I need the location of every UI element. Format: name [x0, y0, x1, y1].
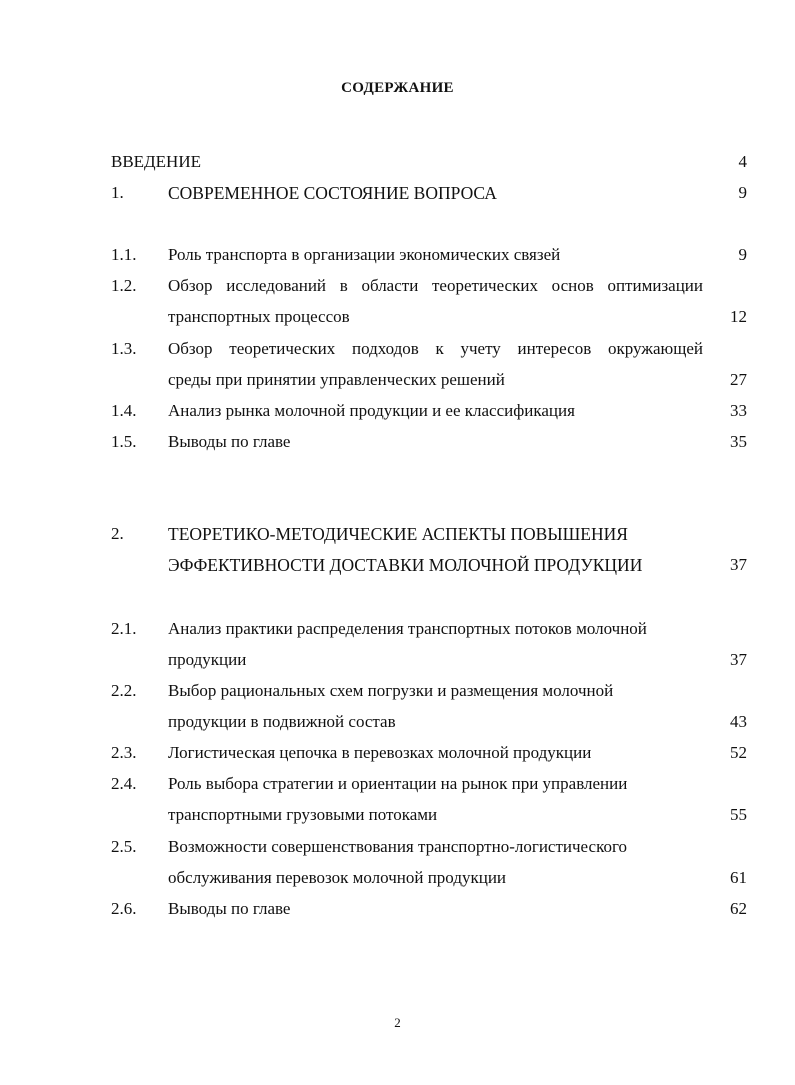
toc-entry-text: СОВРЕМЕННОЕ СОСТОЯНИЕ ВОПРОСА — [168, 183, 497, 203]
toc-page-number: 9 — [738, 245, 747, 264]
toc-entry-text: Роль транспорта в организации экономических связей — [168, 245, 561, 264]
toc-entry-text: Обзор теоретических подходов к учету интересов окружающей — [168, 339, 703, 358]
toc-entry-text: транспортными грузовыми потоками — [168, 805, 438, 824]
toc-page-number: 33 — [730, 401, 747, 420]
toc-number: 2.2. — [111, 681, 137, 700]
toc-section-1-3[interactable] — [0, 337, 795, 361]
toc-section-2-5-cont[interactable] — [0, 866, 795, 890]
toc-number: 2.5. — [111, 837, 137, 856]
toc-number: 2.4. — [111, 774, 137, 793]
toc-section-2-4[interactable] — [0, 772, 795, 796]
toc-number: 2.3. — [111, 743, 137, 762]
toc-page-number: 43 — [730, 712, 747, 731]
toc-entry-text: среды при принятии управленческих решений — [168, 370, 505, 389]
toc-section-2-4-cont[interactable] — [0, 803, 795, 827]
toc-entry-intro[interactable] — [0, 150, 795, 174]
toc-chapter-1[interactable] — [0, 181, 795, 205]
toc-section-2-2[interactable] — [0, 679, 795, 703]
toc-entry-text: Логистическая цепочка в перевозках молочной продукции — [168, 743, 592, 762]
toc-entry-text: Анализ рынка молочной продукции и ее классификация — [168, 401, 575, 420]
toc-entry-text: Роль выбора стратегии и ориентации на рынок при управлении — [168, 774, 628, 793]
page-number: 2 — [394, 1015, 401, 1030]
toc-page-number: 62 — [730, 899, 747, 918]
toc-section-2-5[interactable] — [0, 835, 795, 859]
toc-section-2-3[interactable] — [0, 741, 795, 765]
toc-number: 1.5. — [111, 432, 137, 451]
toc-entry-text: Обзор исследований в области теоретических основ оптимизации — [168, 276, 703, 295]
toc-entry-text: Выводы по главе — [168, 899, 291, 918]
toc-section-2-6[interactable] — [0, 897, 795, 921]
toc-chapter-2[interactable] — [0, 522, 795, 546]
toc-page-number: 27 — [730, 370, 747, 389]
toc-page-number: 9 — [738, 183, 747, 202]
toc-number: 1. — [111, 183, 124, 202]
toc-section-1-1[interactable] — [0, 243, 795, 267]
toc-section-2-2-cont[interactable] — [0, 710, 795, 734]
toc-section-1-4[interactable] — [0, 399, 795, 423]
toc-entry-text: ЭФФЕКТИВНОСТИ ДОСТАВКИ МОЛОЧНОЙ ПРОДУКЦИИ — [168, 555, 643, 575]
toc-number: 1.2. — [111, 276, 137, 295]
toc-section-1-2[interactable] — [0, 274, 795, 298]
toc-number: 2.6. — [111, 899, 137, 918]
toc-chapter-2-cont[interactable] — [0, 553, 795, 577]
toc-entry-text: Выбор рациональных схем погрузки и размещения молочной — [168, 681, 614, 700]
toc-section-1-5[interactable] — [0, 430, 795, 454]
toc-section-2-1-cont[interactable] — [0, 648, 795, 672]
toc-page-number: 35 — [730, 432, 747, 451]
toc-entry-text: Возможности совершенствования транспортно-логистического — [168, 837, 628, 856]
toc-page-number: 61 — [730, 868, 747, 887]
toc-section-1-3-cont[interactable] — [0, 368, 795, 392]
toc-number: 1.1. — [111, 245, 137, 264]
toc-section-1-2-cont[interactable] — [0, 305, 795, 329]
toc-page-number: 12 — [730, 307, 747, 326]
toc-entry-text: продукции — [168, 650, 247, 669]
toc-entry-text: продукции в подвижной состав — [168, 712, 396, 731]
toc-entry-text: обслуживания перевозок молочной продукции — [168, 868, 507, 887]
toc-page-number: 55 — [730, 805, 747, 824]
page-title: СОДЕРЖАНИЕ — [341, 80, 454, 96]
toc-page-number: 52 — [730, 743, 747, 762]
toc-entry-text: Выводы по главе — [168, 432, 291, 451]
toc-page-number: 37 — [730, 650, 747, 669]
toc-entry-text: Анализ практики распределения транспортных потоков молочной — [168, 619, 647, 638]
toc-number: 2. — [111, 524, 124, 543]
toc-entry-text: ВВЕДЕНИЕ — [111, 152, 201, 171]
toc-entry-text: ТЕОРЕТИКО-МЕТОДИЧЕСКИЕ АСПЕКТЫ ПОВЫШЕНИЯ — [168, 524, 628, 544]
toc-number: 1.3. — [111, 339, 137, 358]
toc-page-number: 37 — [730, 555, 747, 574]
toc-number: 2.1. — [111, 619, 137, 638]
toc-page-number: 4 — [738, 152, 747, 171]
toc-entry-text: транспортных процессов — [168, 307, 350, 326]
toc-number: 1.4. — [111, 401, 137, 420]
toc-section-2-1[interactable] — [0, 617, 795, 641]
